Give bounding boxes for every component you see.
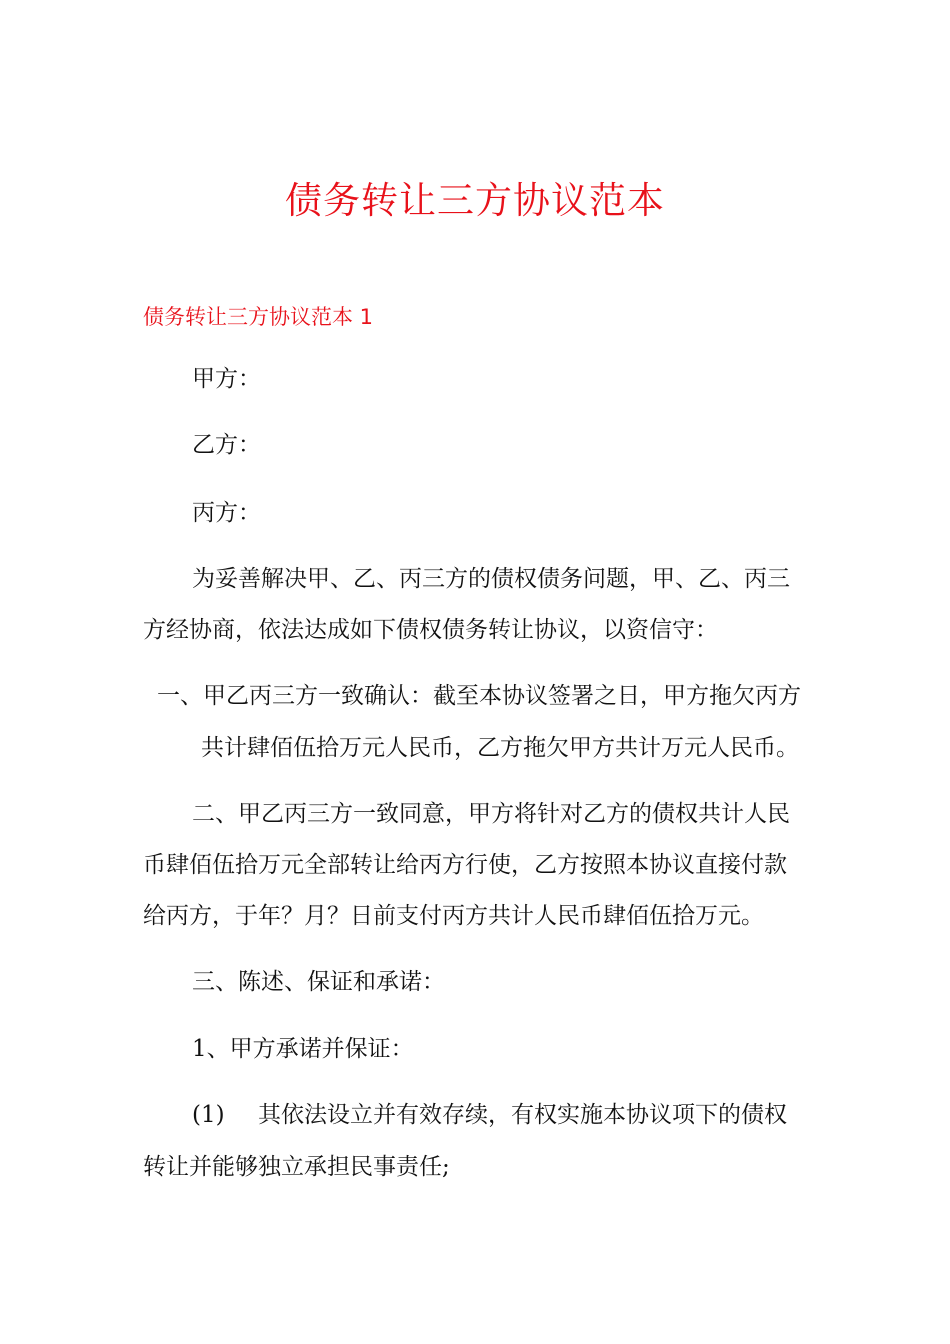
party-b-label: 乙方： — [192, 432, 261, 458]
sub-item-1-line-2: 转让并能够独立承担民事责任; — [143, 1154, 450, 1180]
article-1-line-1: 一、甲乙丙三方一致确认：截至本协议签署之日，甲方拖欠丙方 — [157, 683, 801, 709]
article-2-line-3: 给丙方，于年？月？日前支付丙方共计人民币肆佰伍拾万元。 — [143, 903, 764, 929]
intro-paragraph-line-1: 为妥善解决甲、乙、丙三方的债权债务问题，甲、乙、丙三 — [192, 566, 790, 592]
section-title: 债务转让三方协议范本 1 — [143, 305, 374, 329]
article-3-heading: 三、陈述、保证和承诺： — [192, 969, 445, 995]
party-c-label: 丙方： — [192, 500, 261, 526]
article-2-line-1: 二、甲乙丙三方一致同意，甲方将针对乙方的债权共计人民 — [192, 801, 790, 827]
intro-paragraph-line-2: 方经协商，依法达成如下债权债务转让协议，以资信守： — [143, 617, 718, 643]
sub-item-1-number: (1) — [192, 1102, 225, 1128]
article-3-item-1: 1、甲方承诺并保证： — [192, 1036, 414, 1062]
document-title: 债务转让三方协议范本 — [285, 179, 665, 222]
article-1-line-2: 共计肆佰伍拾万元人民币，乙方拖欠甲方共计万元人民币。 — [201, 735, 799, 761]
article-2-line-2: 币肆佰伍拾万元全部转让给丙方行使，乙方按照本协议直接付款 — [143, 852, 787, 878]
sub-item-1-line-1: 其依法设立并有效存续，有权实施本协议项下的债权 — [258, 1102, 787, 1128]
party-a-label: 甲方： — [192, 366, 261, 392]
